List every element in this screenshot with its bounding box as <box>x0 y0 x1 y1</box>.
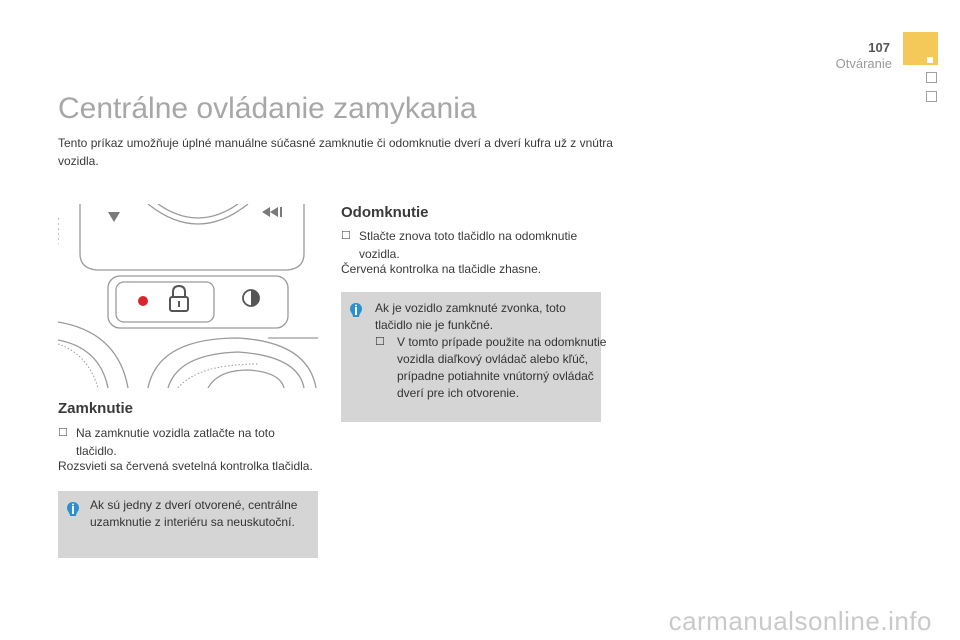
lock-instruction-text: Na zamknutie vozidla zatlačte na toto tlačidlo. <box>76 426 275 458</box>
watermark: carmanualsonline.info <box>668 606 932 636</box>
info-icon <box>349 302 363 320</box>
chapter-tab-2[interactable] <box>926 72 937 83</box>
unlock-note: Červená kontrolka na tlačidle zhasne. <box>341 262 542 276</box>
section-name: Otváranie <box>835 56 892 71</box>
chapter-tab-marker <box>927 57 933 63</box>
unlock-info-bullet <box>375 334 607 402</box>
unlock-instruction-text: Stlačte znova toto tlačidlo na odomknutie vozidla. <box>359 229 578 261</box>
unlock-info-text: Ak je vozidlo zamknuté zvonka, toto tlačidlo nie je funkčné. <box>375 301 566 332</box>
checkbox-bullet-icon: ☐ <box>341 230 351 242</box>
checkbox-bullet-icon: ☐ <box>375 336 385 348</box>
central-locking-button-illustration <box>58 204 318 388</box>
page-number: 107 <box>868 40 890 55</box>
page-title: Centrálne ovládanie zamykania <box>58 92 477 125</box>
unlock-heading: Odomknutie <box>341 204 429 221</box>
lock-note: Rozsvieti sa červená svetelná kontrolka tlačidla. <box>58 459 313 473</box>
unlock-info-box <box>341 292 607 422</box>
chapter-tab-3[interactable] <box>926 91 937 102</box>
unlock-instruction <box>341 227 614 263</box>
lock-info-text: Ak sú jedny z dverí otvorené, centrálne uzamknutie z interiéru sa neuskutoční. <box>90 498 298 529</box>
lock-info-box <box>58 491 318 558</box>
lock-heading: Zamknutie <box>58 400 134 417</box>
chapter-tab-active[interactable] <box>903 32 938 65</box>
lock-instruction <box>58 424 306 460</box>
unlock-info-bullet-text: V tomto prípade použite na odomknutie vozidla diaľkový ovládač alebo kľúč, prípadne potiahnite vnútorný ovládač dverí pre ich otvorenie. <box>397 335 607 400</box>
info-icon <box>66 501 80 519</box>
checkbox-bullet-icon: ☐ <box>58 427 68 439</box>
padlock-icon <box>170 286 188 311</box>
intro-text: Tento príkaz umožňuje úplné manuálne súčasné zamknutie či odomknutie dverí a dverí kufra už z vnútra vozidla. <box>58 136 613 168</box>
